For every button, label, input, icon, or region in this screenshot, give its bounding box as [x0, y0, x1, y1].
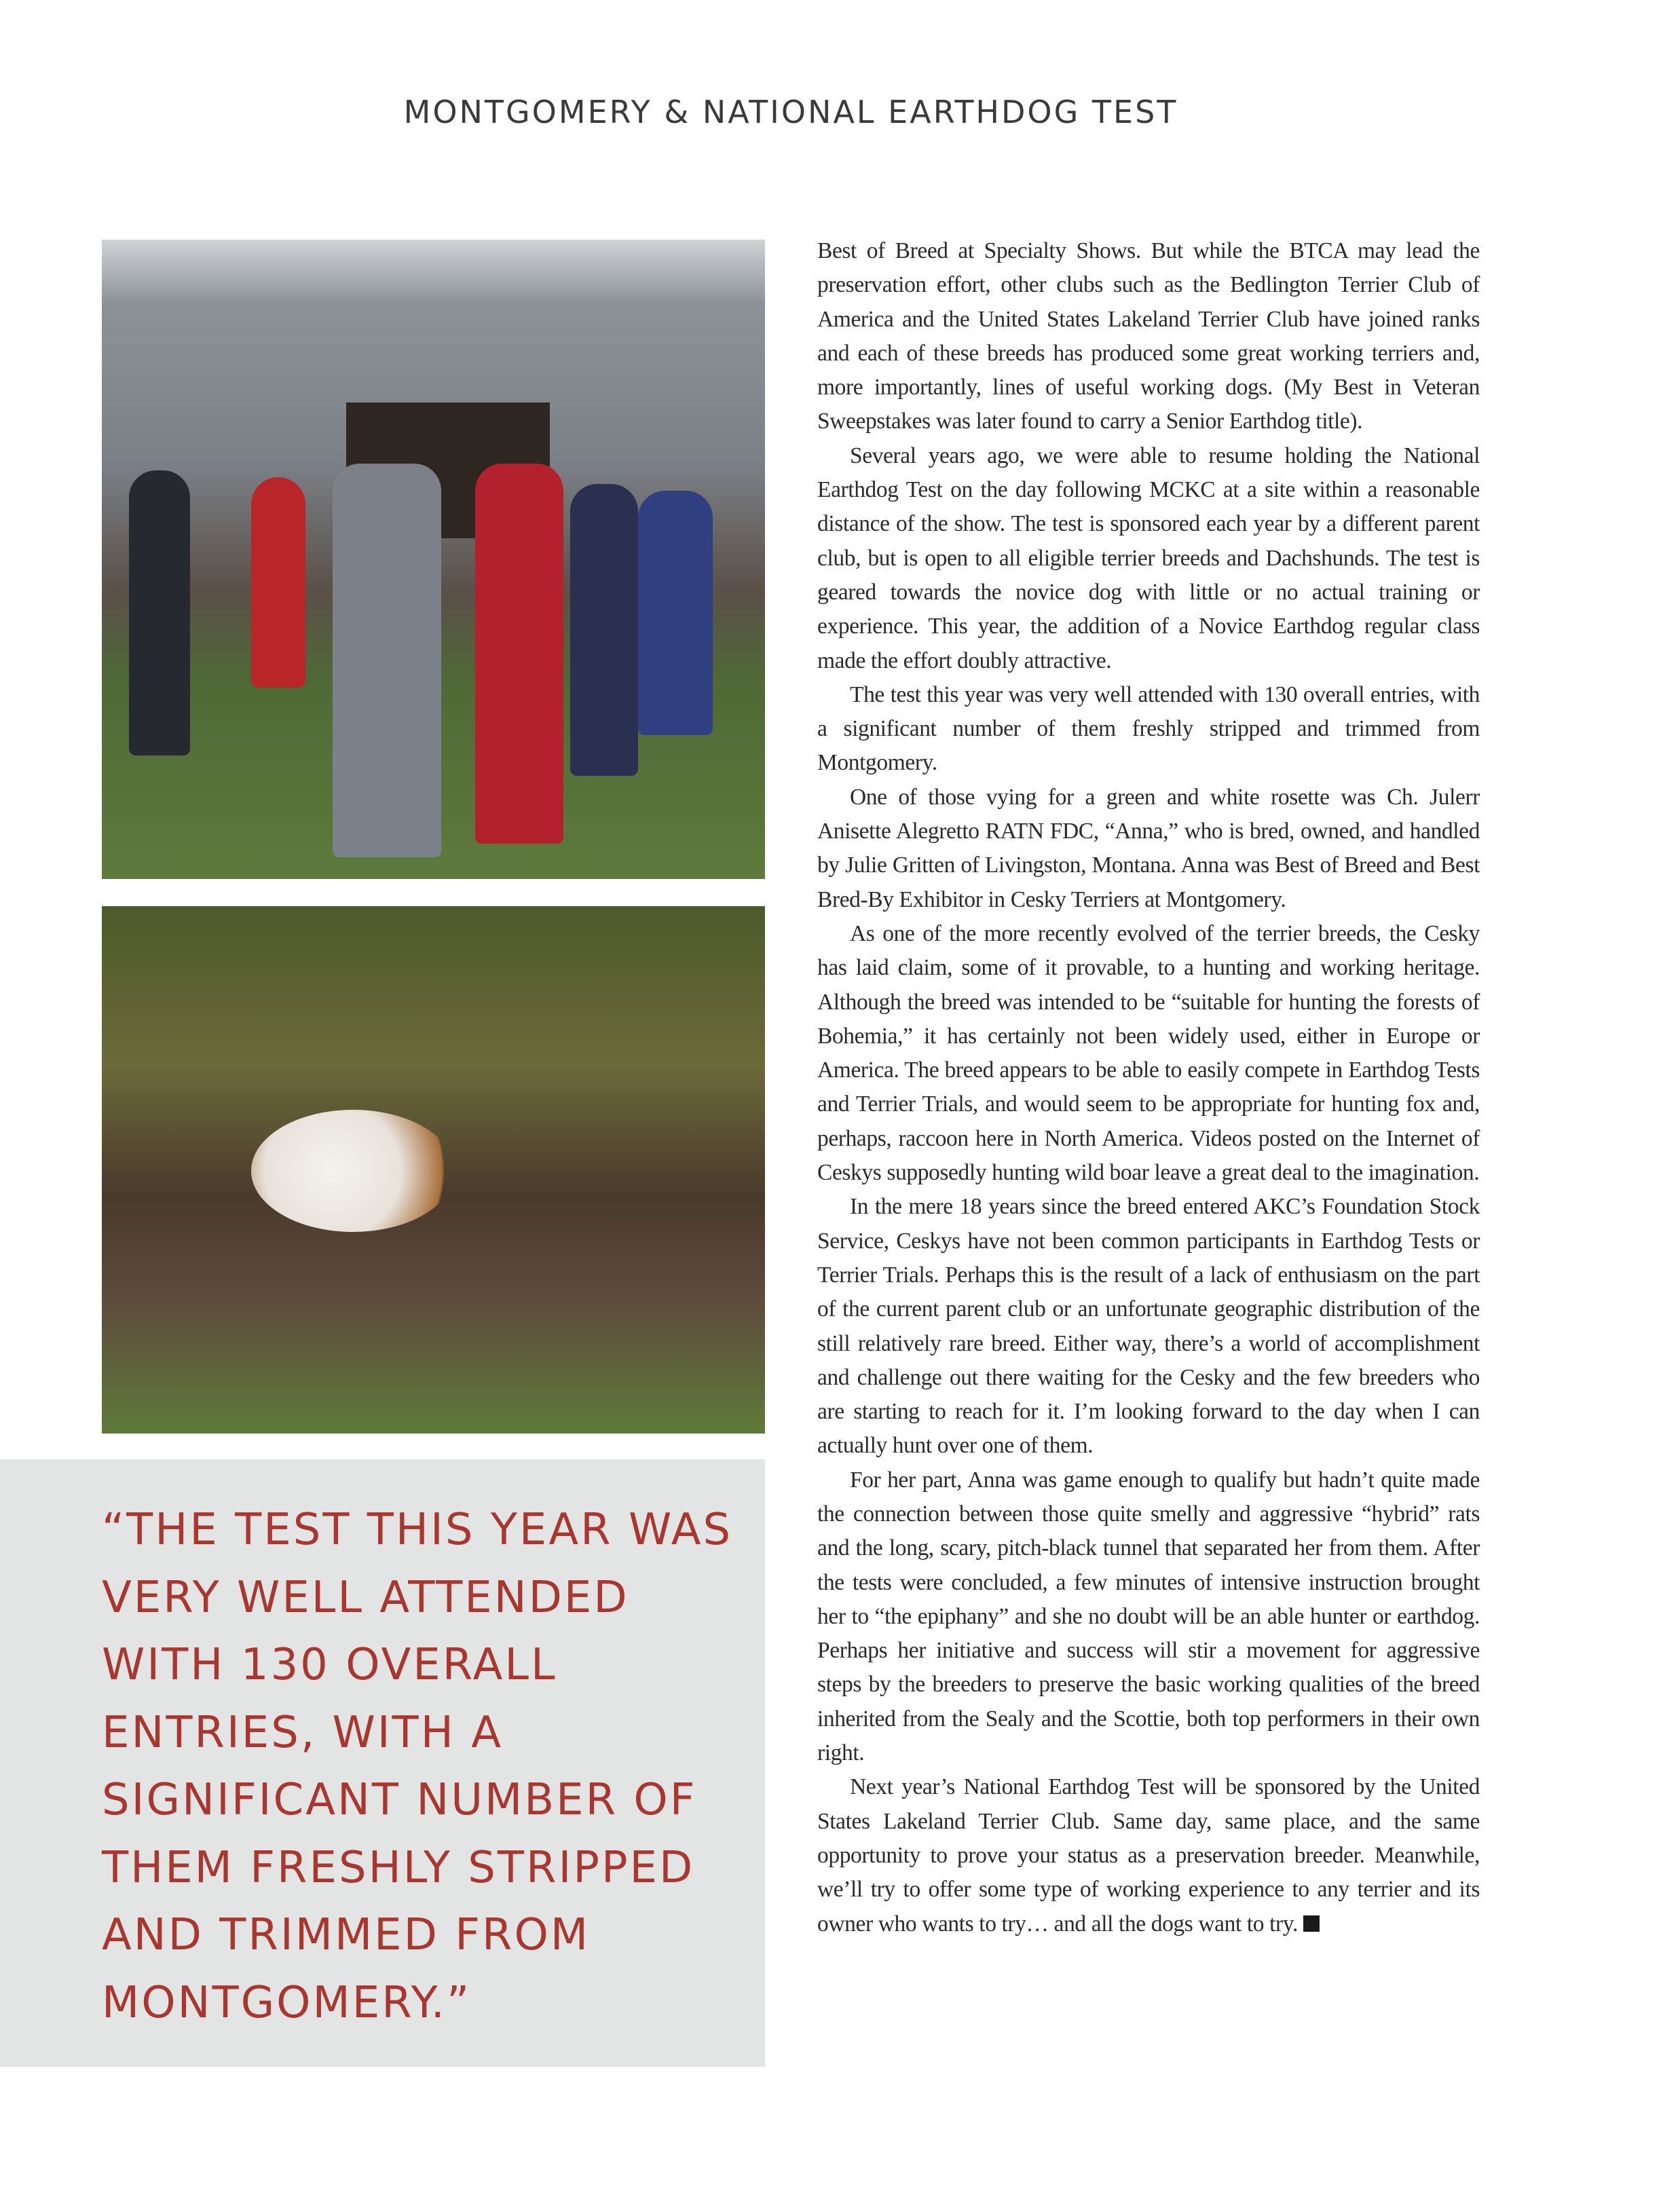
photo-group-at-barn	[102, 240, 765, 879]
person	[570, 484, 638, 776]
page-header: MONTGOMERY & NATIONAL EARTHDOG TEST	[403, 94, 1178, 130]
paragraph: One of those vying for a green and white rosette was Ch. Julerr Anisette Alegretto RATN FDC, “Anna,” who is bred, owned, and handled by Julie Gritten of Livingston, Montana. Anna was Best of Breed and Best Bred-By Exhibitor in Cesky Terriers at Montgomery.	[817, 784, 1480, 912]
paragraph: The test this year was very well attended with 130 overall entries, with a significant number of them freshly stripped and trimmed from Montgomery.	[817, 681, 1480, 776]
paragraph-last	[817, 1770, 1480, 1941]
dog	[251, 1110, 455, 1232]
person	[475, 464, 563, 844]
paragraph: In the mere 18 years since the breed entered AKC’s Foundation Stock Service, Ceskys have not been common participants in Earthdog Tests or Terrier Trials. Perhaps this is the result of a lack of enthusiasm on the part of the current parent club or an unfortunate geographic distribution of the still relatively rare breed. Either way, there’s a world of accomplishment and challenge out there waiting for the Cesky and the few breeders who are starting to reach for it. I’m looking forward to the day when I can actually hunt over one of them.	[817, 1194, 1480, 1459]
person	[129, 470, 190, 755]
paragraph: For her part, Anna was game enough to qualify but hadn’t quite made the connection between those quite smelly and aggressive “hybrid” rats and the long, scary, pitch-black tunnel that separated her from them. After the tests were concluded, a few minutes of intensive instruction brought her to “the epiphany” and she no doubt will be an able hunter or earthdog. Perhaps her initiative and success will stir a movement for aggressive steps by the breeders to preserve the basic working qualities of the breed inherited from the Sealy and the Scottie, both top performers in their own right.	[817, 1467, 1480, 1766]
person	[251, 477, 305, 688]
paragraph-text: Next year’s National Earthdog Test will be sponsored by the United States Lakeland Terrier Club. Same day, same place, and the same opportunity to prove your status as a preservation breeder. Meanwhile, we’ll try to offer some type of working experience to any terrier and its owner who wants to try… and all the dogs want to try.	[817, 1774, 1480, 1937]
paragraph: Several years ago, we were able to resume holding the National Earthdog Test on the day following MCKC at a site within a reasonable distance of the show. The test is sponsored each year by a different parent club, but is open to all eligible terrier breeds and Dachshunds. The test is geared towards the novice dog with little or no actual training or experience. This year, the addition of a Novice Earthdog regular class made the effort doubly attractive.	[817, 443, 1480, 673]
person	[333, 464, 441, 857]
photo-dog-digging	[102, 906, 765, 1434]
end-mark-icon	[1303, 1915, 1320, 1932]
article-body	[817, 234, 1480, 1941]
paragraph: Best of Breed at Specialty Shows. But while the BTCA may lead the preservation effort, other clubs such as the Bedlington Terrier Club of America and the United States Lakeland Terrier Club have joined ranks and each of these breeds has produced some great working terriers and, more importantly, lines of useful working dogs. (My Best in Veteran Sweepstakes was later found to carry a Senior Earthdog title).	[817, 238, 1480, 434]
pull-quote: “THE TEST THIS YEAR WAS VERY WELL ATTENDED WITH 130 OVERALL ENTRIES, WITH A SIGNIFICANT NUMBER OF THEM FRESHLY STRIPPED AND TRIMMED FROM MONTGOMERY.”	[102, 1505, 733, 2028]
paragraph: As one of the more recently evolved of the terrier breeds, the Cesky has laid claim, some of it provable, to a hunting and working heritage. Although the breed was intended to be “suitable for hunting the forests of Bohemia,” it has certainly not been widely used, either in Europe or America. The breed appears to be able to easily compete in Earthdog Tests and Terrier Trials, and would seem to be appropriate for hunting fox and, perhaps, raccoon here in North America. Videos posted on the Internet of Ceskys supposedly hunting wild boar leave a great deal to the imagination.	[817, 920, 1480, 1186]
person	[638, 491, 713, 735]
